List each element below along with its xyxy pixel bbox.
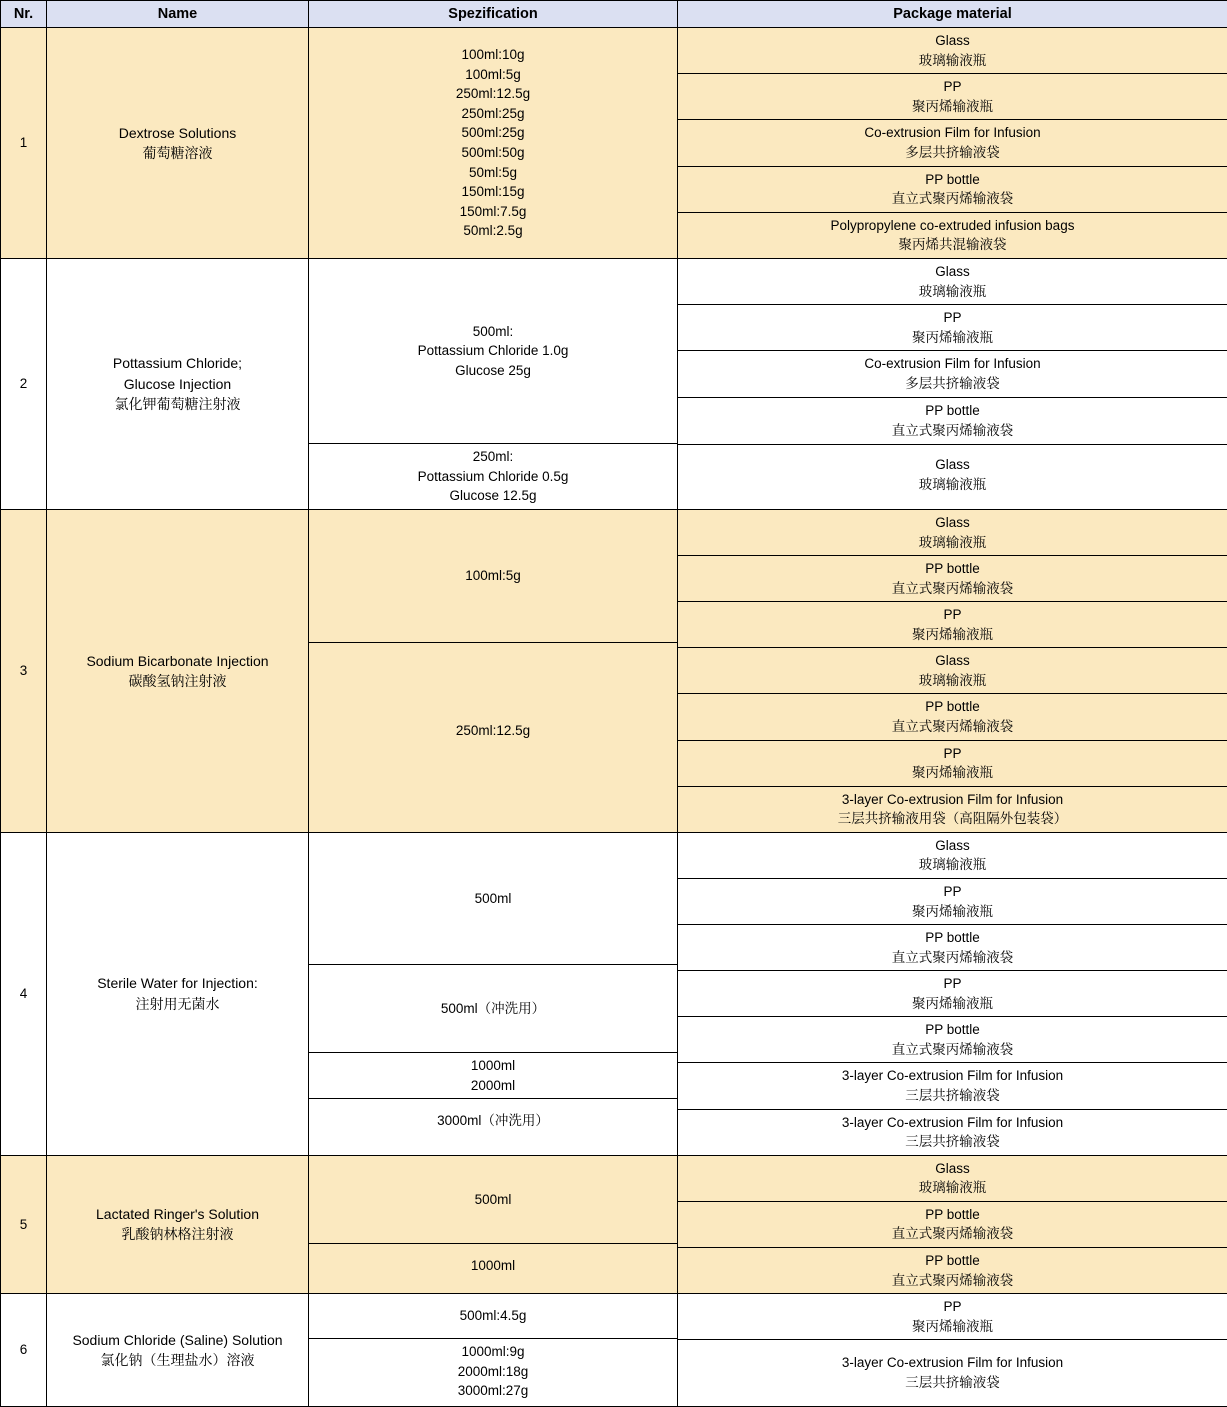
package-en: PP bottle	[682, 1251, 1223, 1271]
package-material-cell	[678, 1294, 1227, 1407]
table-row	[1, 28, 1227, 259]
table-row	[1, 1294, 1227, 1407]
spezification-cell	[309, 509, 678, 832]
table-row	[1, 1155, 1227, 1293]
spezification-cell	[309, 832, 678, 1155]
spec-line: 100ml:5g	[313, 65, 673, 85]
package-en: PP bottle	[682, 401, 1223, 421]
spec-group	[309, 643, 677, 819]
package-material-item	[678, 444, 1227, 505]
package-cn: 聚丙烯输液瓶	[682, 763, 1223, 783]
spec-line: 50ml:2.5g	[313, 221, 673, 241]
package-cn: 直立式聚丙烯输液袋	[682, 579, 1223, 599]
row-number: 3	[1, 509, 47, 832]
spezification-cell	[309, 28, 678, 259]
spec-line: 1000ml:9g	[313, 1342, 673, 1362]
package-material-item	[678, 28, 1227, 74]
package-cn: 玻璃输液瓶	[682, 51, 1223, 71]
spec-line: 500ml（冲洗用）	[313, 999, 673, 1019]
column-header-name: Name	[47, 1, 309, 28]
spec-line: 2000ml	[313, 1076, 673, 1096]
package-cn: 三层共挤输液用袋（高阻隔外包装袋）	[682, 809, 1223, 829]
package-en: 3-layer Co-extrusion Film for Infusion	[682, 1113, 1223, 1133]
package-cn: 聚丙烯输液瓶	[682, 328, 1223, 348]
row-number: 4	[1, 832, 47, 1155]
table-header	[1, 1, 1227, 28]
package-cn: 聚丙烯输液瓶	[682, 902, 1223, 922]
package-cn: 三层共挤输液袋	[682, 1373, 1223, 1393]
package-en: PP	[682, 77, 1223, 97]
product-name-cn: 氯化钾葡萄糖注射液	[51, 394, 304, 414]
package-cn: 多层共挤输液袋	[682, 374, 1223, 394]
package-material-item	[678, 1294, 1227, 1340]
package-material-item	[678, 925, 1227, 971]
package-en: Co-extrusion Film for Infusion	[682, 123, 1223, 143]
package-material-item	[678, 166, 1227, 212]
spec-line: Pottassium Chloride 0.5g	[313, 467, 673, 487]
package-material-item	[678, 1247, 1227, 1293]
spec-group	[309, 1156, 677, 1244]
package-en: 3-layer Co-extrusion Film for Infusion	[682, 1353, 1223, 1373]
package-material-item	[678, 397, 1227, 444]
package-cn: 聚丙烯输液瓶	[682, 994, 1223, 1014]
package-cn: 直立式聚丙烯输液袋	[682, 189, 1223, 209]
product-name-en: Sodium Bicarbonate Injection	[51, 651, 304, 671]
package-material-item	[678, 971, 1227, 1017]
spezification-cell	[309, 1155, 678, 1293]
product-name	[47, 258, 309, 509]
spec-line: 150ml:7.5g	[313, 202, 673, 222]
package-en: PP	[682, 308, 1223, 328]
spec-line: 3000ml（冲洗用）	[313, 1111, 673, 1131]
package-material-item	[678, 1109, 1227, 1155]
column-header-package-material: Package material	[678, 1, 1227, 28]
package-cn: 聚丙烯输液瓶	[682, 1317, 1223, 1337]
product-name-en: Dextrose Solutions	[51, 123, 304, 143]
package-cn: 直立式聚丙烯输液袋	[682, 1271, 1223, 1291]
package-material-item	[678, 510, 1227, 556]
spec-line: 3000ml:27g	[313, 1381, 673, 1401]
package-material-item	[678, 120, 1227, 166]
table-row	[1, 509, 1227, 832]
package-en: PP bottle	[682, 1205, 1223, 1225]
spezification-cell	[309, 258, 678, 509]
spec-line: 250ml:	[313, 447, 673, 467]
package-material-item	[678, 212, 1227, 258]
spezification-cell	[309, 1294, 678, 1407]
product-name-cn: 碳酸氢钠注射液	[51, 671, 304, 691]
package-material-item	[678, 833, 1227, 879]
spec-group	[309, 833, 677, 965]
package-en: PP	[682, 744, 1223, 764]
spec-line: 150ml:15g	[313, 182, 673, 202]
package-material-cell	[678, 1155, 1227, 1293]
spec-line: Glucose 12.5g	[313, 486, 673, 506]
package-en: Polypropylene co-extruded infusion bags	[682, 216, 1223, 236]
product-name	[47, 832, 309, 1155]
package-en: Glass	[682, 651, 1223, 671]
package-cn: 直立式聚丙烯输液袋	[682, 1040, 1223, 1060]
product-name-cn: 氯化钠（生理盐水）溶液	[51, 1350, 304, 1370]
package-cn: 玻璃输液瓶	[682, 533, 1223, 553]
spec-group	[309, 1294, 677, 1338]
package-en: PP	[682, 974, 1223, 994]
package-cn: 直立式聚丙烯输液袋	[682, 421, 1223, 441]
spec-line: 500ml:25g	[313, 123, 673, 143]
package-en: 3-layer Co-extrusion Film for Infusion	[682, 790, 1223, 810]
package-cn: 玻璃输液瓶	[682, 671, 1223, 691]
package-cn: 多层共挤输液袋	[682, 143, 1223, 163]
spec-line: Pottassium Chloride 1.0g	[313, 341, 673, 361]
package-material-item	[678, 878, 1227, 924]
product-name	[47, 28, 309, 259]
package-cn: 直立式聚丙烯输液袋	[682, 717, 1223, 737]
package-material-item	[678, 602, 1227, 648]
spec-group	[309, 444, 677, 509]
spec-group	[309, 1244, 677, 1288]
column-header-spezification: Spezification	[309, 1, 678, 28]
package-cn: 玻璃输液瓶	[682, 1178, 1223, 1198]
package-material-cell	[678, 28, 1227, 259]
package-en: Glass	[682, 836, 1223, 856]
package-en: Glass	[682, 1159, 1223, 1179]
package-material-item	[678, 740, 1227, 786]
package-material-item	[678, 259, 1227, 305]
package-en: PP bottle	[682, 697, 1223, 717]
package-cn: 玻璃输液瓶	[682, 855, 1223, 875]
product-name-cn: 乳酸钠林格注射液	[51, 1224, 304, 1244]
spec-line: 100ml:5g	[313, 566, 673, 586]
package-cn: 聚丙烯输液瓶	[682, 625, 1223, 645]
product-name-en-2: Glucose Injection	[51, 374, 304, 394]
product-name-cn: 葡萄糖溶液	[51, 143, 304, 163]
product-name-en: Sodium Chloride (Saline) Solution	[51, 1330, 304, 1350]
spec-line: 250ml:25g	[313, 104, 673, 124]
product-name	[47, 1294, 309, 1407]
product-name-cn: 注射用无菌水	[51, 994, 304, 1014]
package-material-item	[678, 74, 1227, 120]
row-number: 2	[1, 258, 47, 509]
spec-line: 1000ml	[313, 1256, 673, 1276]
product-name-en: Lactated Ringer's Solution	[51, 1204, 304, 1224]
package-material-item	[678, 648, 1227, 694]
product-name	[47, 1155, 309, 1293]
package-material-item	[678, 1063, 1227, 1109]
package-en: PP	[682, 605, 1223, 625]
package-material-item	[678, 556, 1227, 602]
table-header-row	[1, 1, 1227, 28]
package-material-item	[678, 1340, 1227, 1406]
package-en: Glass	[682, 455, 1223, 475]
package-en: Glass	[682, 513, 1223, 533]
package-material-item	[678, 786, 1227, 832]
package-cn: 玻璃输液瓶	[682, 475, 1223, 495]
spec-group	[309, 1338, 677, 1404]
package-material-item	[678, 305, 1227, 351]
package-cn: 聚丙烯输液瓶	[682, 97, 1223, 117]
package-material-cell	[678, 509, 1227, 832]
spec-group	[309, 965, 677, 1053]
spec-line: 500ml	[313, 889, 673, 909]
package-en: Glass	[682, 262, 1223, 282]
package-material-item	[678, 1156, 1227, 1202]
package-material-item	[678, 1017, 1227, 1063]
table-body	[1, 28, 1227, 1407]
spec-group	[309, 510, 677, 643]
package-en: PP	[682, 882, 1223, 902]
package-material-item	[678, 694, 1227, 740]
package-material-item	[678, 351, 1227, 397]
table-row	[1, 258, 1227, 509]
package-en: PP bottle	[682, 1020, 1223, 1040]
table-row	[1, 832, 1227, 1155]
package-material-item	[678, 1201, 1227, 1247]
package-cn: 直立式聚丙烯输液袋	[682, 948, 1223, 968]
spec-line: 1000ml	[313, 1056, 673, 1076]
row-number: 6	[1, 1294, 47, 1407]
spec-line: 100ml:10g	[313, 45, 673, 65]
package-material-cell	[678, 832, 1227, 1155]
spec-group	[309, 259, 677, 444]
package-en: PP	[682, 1297, 1223, 1317]
package-en: PP bottle	[682, 928, 1223, 948]
package-cn: 聚丙烯共混输液袋	[682, 235, 1223, 255]
spec-line: 250ml:12.5g	[313, 84, 673, 104]
product-name-en: Pottassium Chloride;	[51, 353, 304, 373]
package-en: PP bottle	[682, 559, 1223, 579]
package-en: 3-layer Co-extrusion Film for Infusion	[682, 1066, 1223, 1086]
package-en: Glass	[682, 31, 1223, 51]
spec-line: 500ml:50g	[313, 143, 673, 163]
package-cn: 直立式聚丙烯输液袋	[682, 1224, 1223, 1244]
package-cn: 三层共挤输液袋	[682, 1086, 1223, 1106]
package-cn: 三层共挤输液袋	[682, 1132, 1223, 1152]
spec-line: 500ml	[313, 1190, 673, 1210]
product-name-en: Sterile Water for Injection:	[51, 973, 304, 993]
spec-line: 2000ml:18g	[313, 1362, 673, 1382]
spec-line: 250ml:12.5g	[313, 721, 673, 741]
spec-line: 500ml:4.5g	[313, 1306, 673, 1326]
spec-line: 500ml:	[313, 322, 673, 342]
package-en: PP bottle	[682, 170, 1223, 190]
spec-group	[309, 1053, 677, 1099]
product-name	[47, 509, 309, 832]
column-header-nr: Nr.	[1, 1, 47, 28]
package-en: Co-extrusion Film for Infusion	[682, 354, 1223, 374]
package-cn: 玻璃输液瓶	[682, 282, 1223, 302]
package-material-cell	[678, 258, 1227, 509]
spec-line: 50ml:5g	[313, 163, 673, 183]
row-number: 1	[1, 28, 47, 259]
spec-group	[309, 1099, 677, 1143]
row-number: 5	[1, 1155, 47, 1293]
spec-line: Glucose 25g	[313, 361, 673, 381]
